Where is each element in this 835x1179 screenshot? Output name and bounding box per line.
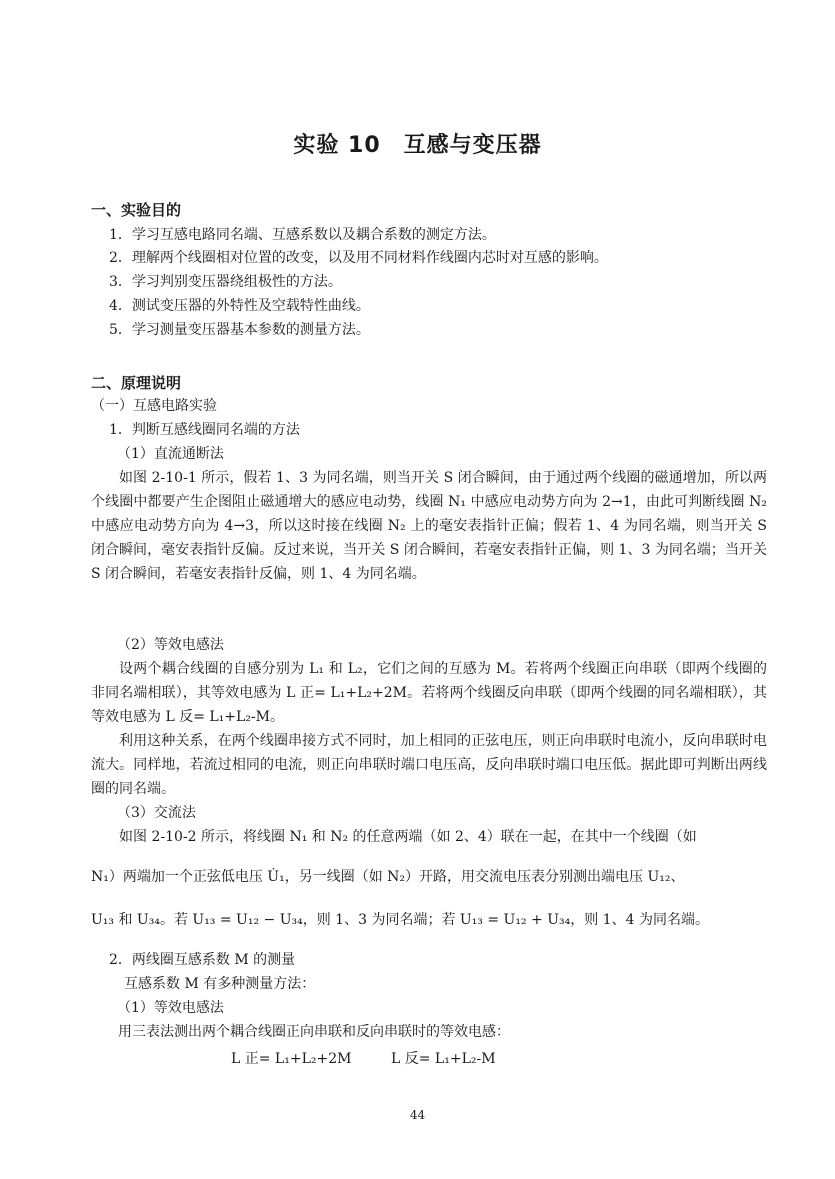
paragraph-line: U₁₃ 和 U₃₄。若 U₁₃ = U₁₂ − U₃₄，则 1、3 为同名端；若 U₁₃ = U₁₂ + U₃₄，则 1、4 为同名端。 — [91, 912, 709, 928]
method-heading: （2）等效电感法 — [117, 637, 224, 653]
paragraph: 设两个耦合线圈的自感分别为 L₁ 和 L₂，它们之间的互感为 M。若将两个线圈正向串联（即两个线圈的非同名端相联），其等效电感为 L 正= L₁+L₂+2M。若将两个线圈反向串联（即两个线圈的同名端相联），其等效电感为 L 反= L₁+L₂-M。 — [91, 661, 767, 725]
method-heading: （1）直流通断法 — [117, 446, 224, 462]
paragraph-line: 用三表法测出两个耦合线圈正向串联和反向串联时的等效电感： — [118, 1024, 510, 1040]
list-item: 4．测试变压器的外特性及空载特性曲线。 — [109, 298, 370, 314]
list-item: 3．学习判别变压器绕组极性的方法。 — [109, 274, 342, 290]
paragraph: 利用这种关系，在两个线圈串接方式不同时，加上相同的正弦电压，则正向串联时电流小，反向串联时电流大。同样地，若流过相同的电流，则正向串联时端口电压高，反向串联时端口电压低。据此即可判断出两线圈的同名端。 — [91, 733, 767, 797]
list-item: 1．学习互感电路同名端、互感系数以及耦合系数的测定方法。 — [109, 227, 496, 243]
page-title: 实验 10 互感与变压器 — [293, 133, 542, 158]
method-heading: （1）等效电感法 — [117, 1000, 224, 1016]
paragraph-line: 互感系数 M 有多种测量方法： — [124, 976, 316, 992]
list-item: 5．学习测量变压器基本参数的测量方法。 — [109, 322, 370, 338]
page-number: 44 — [409, 1108, 426, 1122]
subsection-heading: （一）互感电路实验 — [91, 398, 217, 414]
method-heading: （3）交流法 — [117, 805, 196, 821]
paragraph: 如图 2-10-1 所示，假若 1、3 为同名端，则当开关 S 闭合瞬间，由于通过两个线圈的磁通增加，所以两个线圈中都要产生企图阻止磁通增大的感应电动势，线圈 N₁ 中感应电动势方向为 2→1，由此可判断线圈 N₂ 中感应电动势方向为 4→3，所以这时接在线圈 N₂ 上的毫安表指针正偏；假若 1、4 为同名端，则当开关 S 闭合瞬间，毫安表指针反偏。反过来说，当开关 S 闭合瞬间，若毫安表指针正偏，则 1、3 为同名端；当开关 S 闭合瞬间，若毫安表指针反偏，则 1、4 为同名端。 — [91, 470, 767, 582]
equation-forward: L 正= L₁+L₂+2M — [231, 1051, 352, 1067]
item-heading: 2．两线圈互感系数 M 的测量 — [109, 952, 296, 968]
section-heading-principle: 二、原理说明 — [91, 374, 182, 392]
item-heading: 1．判断互感线圈同名端的方法 — [109, 422, 300, 438]
paragraph-line: 如图 2-10-2 所示，将线圈 N₁ 和 N₂ 的任意两端（如 2、4）联在一起，在其中一个线圈（如 — [119, 829, 697, 845]
paragraph-line: N₁）两端加一个正弦低电压 U̇₁，另一线圈（如 N₂）开路，用交流电压表分别测出端电压 U₁₂、 — [91, 869, 685, 885]
equation-reverse: L 反= L₁+L₂-M — [391, 1051, 496, 1067]
list-item: 2．理解两个线圈相对位置的改变，以及用不同材料作线圈内芯时对互感的影响。 — [109, 250, 608, 266]
section-heading-purpose: 一、实验目的 — [91, 201, 182, 219]
